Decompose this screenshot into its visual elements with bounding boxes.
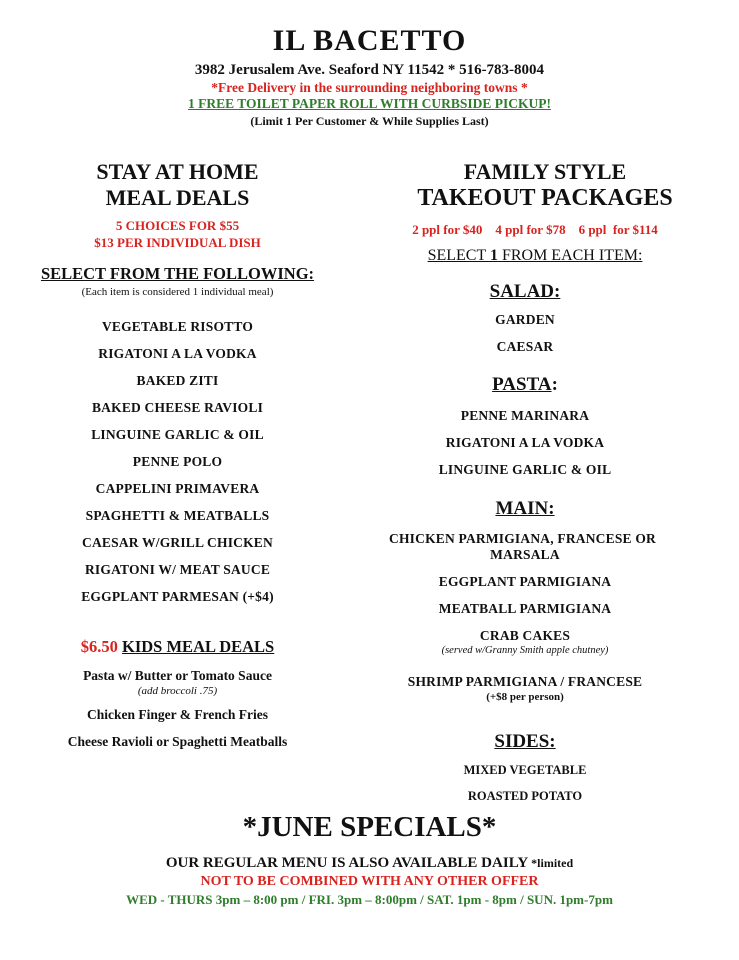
stay-home-title-line1: STAY AT HOME [96, 159, 259, 184]
select-heading: SELECT FROM THE FOLLOWING: [40, 264, 315, 283]
pasta-item: RIGATONI A LA VODKA [445, 435, 605, 450]
select-one-heading [340, 247, 730, 265]
promo-limit: (Limit 1 Per Customer & While Supplies Last) [250, 114, 489, 128]
pasta-item: LINGUINE GARLIC & OIL [438, 462, 612, 477]
main-heading: MAIN: [495, 498, 555, 519]
stay-home-title-line2: MEAL DEALS [105, 185, 250, 210]
menu-item: BAKED CHEESE RAVIOLI [91, 400, 264, 415]
regular-menu-text: OUR REGULAR MENU IS ALSO AVAILABLE DAILY [165, 855, 529, 871]
salad-item: GARDEN [495, 312, 555, 327]
menu-item: SPAGHETTI & MEATBALLS [85, 508, 270, 523]
curbside-promo: 1 FREE TOILET PAPER ROLL WITH CURBSIDE PICKUP! [188, 96, 551, 111]
menu-item: RIGATONI A LA VODKA [98, 346, 257, 361]
main-item: EGGPLANT PARMIGIANA [438, 574, 612, 589]
menu-item: LINGUINE GARLIC & OIL [91, 427, 264, 442]
address-phone: 3982 Jerusalem Ave. Seaford NY 11542 * 516-783-8004 [194, 62, 545, 78]
kids-title: KIDS MEAL DEALS [122, 637, 275, 656]
regular-menu-note [0, 855, 739, 872]
pasta-heading-text: PASTA [492, 374, 552, 395]
menu-item: CAESAR W/GRILL CHICKEN [82, 535, 273, 550]
individual-dish-price: $13 PER INDIVIDUAL DISH [94, 235, 261, 250]
menu-item: RIGATONI W/ MEAT SAUCE [84, 562, 271, 577]
menu-item: PENNE POLO [132, 454, 223, 469]
side-item: ROASTED POTATO [467, 789, 583, 803]
main-item: SHRIMP PARMIGIANA / FRANCESE [407, 674, 643, 689]
kids-price: $6.50 [80, 637, 118, 656]
family-style-title-line2: TAKEOUT PACKAGES [417, 185, 673, 211]
pasta-item: PENNE MARINARA [460, 408, 590, 423]
select-post: FROM EACH ITEM: [497, 247, 643, 264]
select-pre: SELECT [427, 247, 490, 264]
kids-item: Pasta w/ Butter or Tomato Sauce [83, 668, 272, 683]
menu-item: BAKED ZITI [136, 373, 219, 388]
package-prices: 2 ppl for $40 4 ppl for $78 6 ppl for $114 [412, 222, 658, 237]
main-item: CHICKEN PARMIGIANA, FRANCESE OR [389, 531, 656, 546]
business-hours: WED - THURS 3pm – 8:00 pm / FRI. 3pm – 8:00pm / SAT. 1pm - 8pm / SUN. 1pm-7pm [126, 892, 613, 907]
restaurant-name: IL BACETTO [272, 24, 467, 57]
june-specials: *JUNE SPECIALS* [242, 811, 497, 843]
pasta-colon: : [551, 374, 558, 395]
kids-item-note: (add broccoli .75) [137, 685, 218, 697]
select-number: 1 [489, 247, 498, 264]
side-item: MIXED VEGETABLE [463, 763, 587, 777]
delivery-note: *Free Delivery in the surrounding neighboring towns * [211, 80, 528, 95]
salad-item: CAESAR [496, 339, 554, 354]
menu-item: CAPPELINI PRIMAVERA [95, 481, 260, 496]
main-item-note: (+$8 per person) [486, 691, 564, 703]
menu-item: EGGPLANT PARMESAN (+$4) [81, 589, 274, 604]
menu-item: VEGETABLE RISOTTO [101, 319, 254, 334]
main-item-continued: MARSALA [490, 547, 560, 562]
select-note: (Each item is considered 1 individual meal) [81, 286, 274, 298]
kids-deals-heading [20, 637, 335, 657]
salad-heading: SALAD: [489, 281, 561, 302]
kids-item: Cheese Ravioli or Spaghetti Meatballs [67, 734, 288, 749]
main-item: MEATBALL PARMIGIANA [438, 601, 612, 616]
sides-heading: SIDES: [494, 731, 556, 752]
main-item-note: (served w/Granny Smith apple chutney) [441, 645, 609, 656]
kids-item: Chicken Finger & French Fries [87, 707, 268, 722]
limited-note: *limited [528, 856, 574, 870]
pasta-heading [340, 374, 710, 396]
main-item: CRAB CAKES [479, 628, 571, 643]
not-combined-note: NOT TO BE COMBINED WITH ANY OTHER OFFER [200, 874, 539, 889]
family-style-title-line1: FAMILY STYLE [463, 159, 627, 184]
meal-deal-price: 5 CHOICES FOR $55 [115, 218, 240, 233]
